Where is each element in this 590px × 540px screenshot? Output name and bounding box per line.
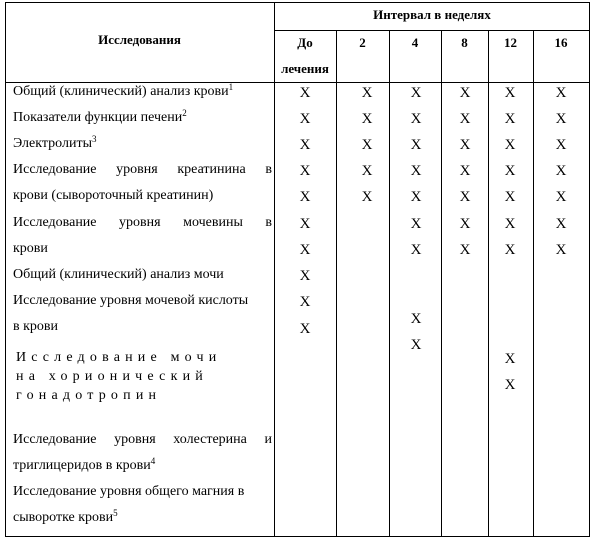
col-divider-w12: [533, 30, 534, 537]
mark: X: [504, 216, 516, 232]
row-label-magnesium-2: сыворотке крови$^5$: [13, 508, 118, 525]
row-label-hcg-2: на хорионический: [16, 369, 208, 384]
mark: X: [504, 85, 516, 101]
mark: X: [410, 311, 422, 327]
mark: X: [410, 189, 422, 205]
mark: X: [459, 242, 471, 258]
mark: X: [361, 189, 373, 205]
row-label-urea-2: крови: [13, 241, 48, 256]
mark: X: [410, 337, 422, 353]
row-label-cholesterol-1: Исследование уровня холестерина и: [13, 432, 272, 447]
header-week-12: 12: [504, 35, 517, 50]
row-label-creatinine-2: крови (сывороточный креатинин): [13, 188, 214, 203]
mark: X: [299, 242, 311, 258]
mark: X: [459, 216, 471, 232]
mark: X: [410, 111, 422, 127]
row-label-urinalysis: Общий (клинический) анализ мочи: [13, 267, 224, 282]
mark: X: [299, 321, 311, 337]
mark: X: [555, 85, 567, 101]
mark: X: [504, 351, 516, 367]
row-label-hcg-3: гонадотропин: [16, 388, 162, 403]
mark: X: [299, 111, 311, 127]
header-week-4: 4: [411, 35, 419, 50]
header-week-16: 16: [554, 35, 568, 50]
col-divider-before: [336, 30, 337, 537]
mark: X: [299, 163, 311, 179]
col-divider-w2: [389, 30, 390, 537]
mark: X: [555, 216, 567, 232]
row-label-creatinine-1: Исследование уровня креатинина в: [13, 162, 272, 177]
mark: X: [459, 137, 471, 153]
mark: X: [299, 137, 311, 153]
row-label-liver: Показатели функции печени$^2$: [13, 108, 187, 125]
mark: X: [361, 163, 373, 179]
mark: X: [299, 189, 311, 205]
mark: X: [299, 294, 311, 310]
row-label-cholesterol-2: триглицеридов в крови$^4$: [13, 456, 156, 473]
mark: X: [504, 111, 516, 127]
table-border-left: [5, 2, 6, 537]
row-label-magnesium-1: Исследование уровня общего магния в: [13, 484, 245, 499]
mark: X: [299, 216, 311, 232]
table-border-bottom: [5, 536, 590, 537]
row-label-uric-acid-1: Исследование уровня мочевой кислоты: [13, 293, 249, 308]
mark: X: [410, 163, 422, 179]
mark: X: [410, 216, 422, 232]
mark: X: [299, 85, 311, 101]
header-before-line2: лечения: [281, 61, 329, 76]
mark: X: [410, 137, 422, 153]
mark: X: [504, 242, 516, 258]
row-label-urea-1: Исследование уровня мочевины в: [13, 215, 272, 230]
mark: X: [361, 85, 373, 101]
mark: X: [555, 111, 567, 127]
row-label-uric-acid-2: в крови: [13, 319, 59, 334]
col-divider-w4: [441, 30, 442, 537]
mark: X: [555, 163, 567, 179]
mark: X: [410, 85, 422, 101]
header-before-line1: До: [297, 35, 313, 50]
mark: X: [555, 189, 567, 205]
mark: X: [361, 111, 373, 127]
mark: X: [459, 189, 471, 205]
mark: X: [459, 85, 471, 101]
row-label-cbc: Общий (клинический) анализ крови$^1$: [13, 82, 234, 99]
mark: X: [504, 189, 516, 205]
mark: X: [361, 137, 373, 153]
mark: X: [299, 268, 311, 284]
mark: X: [504, 163, 516, 179]
mark: X: [555, 242, 567, 258]
col-divider-w8: [488, 30, 489, 537]
mark: X: [410, 242, 422, 258]
col-divider-research: [274, 2, 275, 537]
header-week-8: 8: [461, 35, 468, 50]
mark: X: [555, 137, 567, 153]
row-label-hcg-1: Исследование мочи: [16, 350, 222, 365]
header-interval: Интервал в неделях: [373, 7, 491, 22]
header-week-2: 2: [359, 35, 366, 50]
mark: X: [504, 137, 516, 153]
mark: X: [459, 163, 471, 179]
mark: X: [504, 377, 516, 393]
mark: X: [459, 111, 471, 127]
row-label-electrolytes: Электролиты$^3$: [13, 134, 97, 151]
header-research: Исследования: [98, 32, 181, 47]
